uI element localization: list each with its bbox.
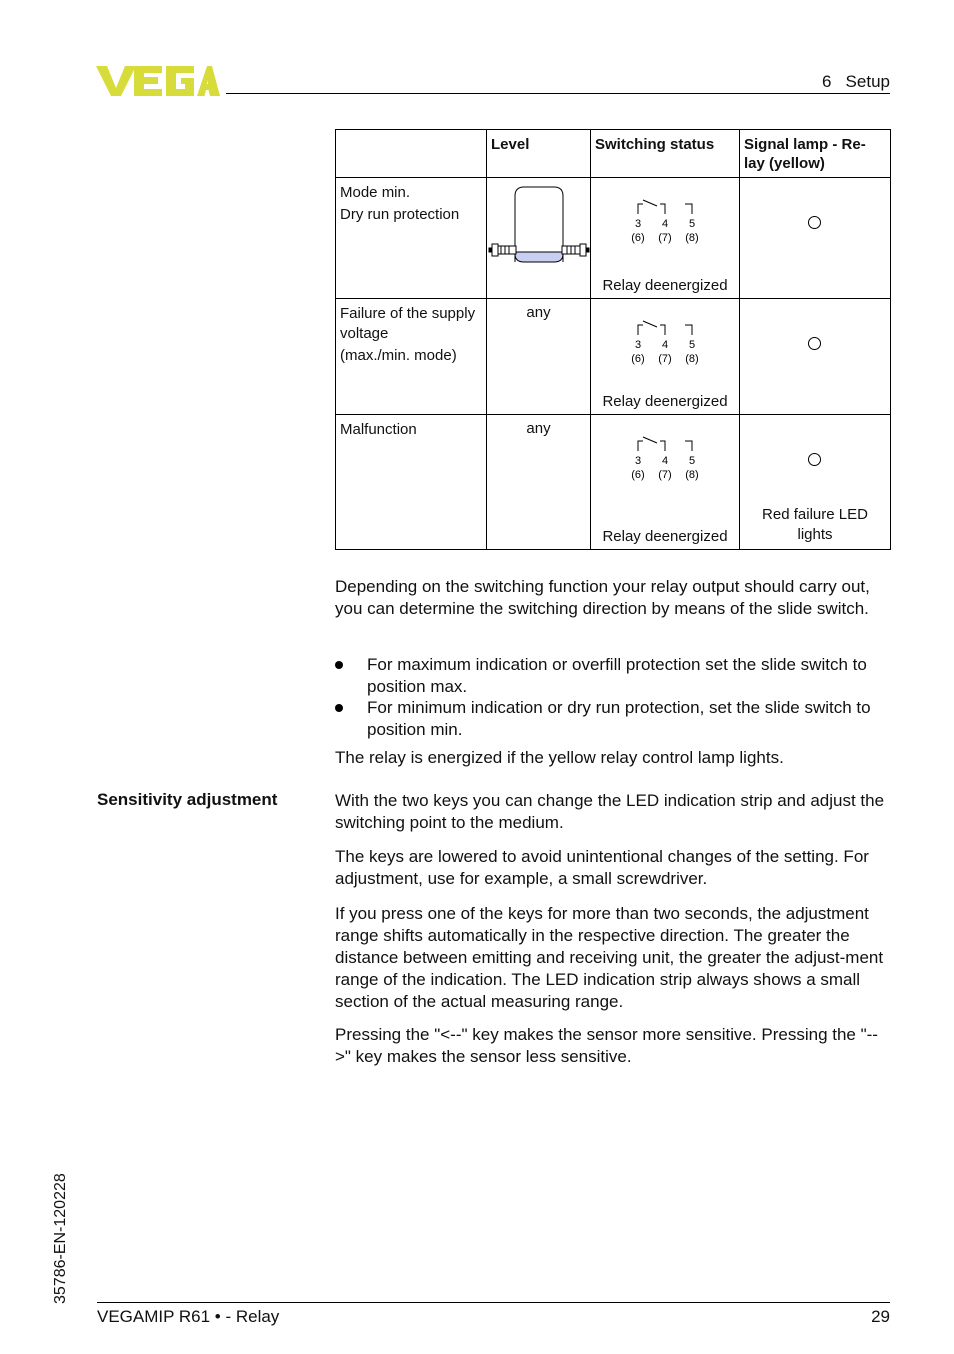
- paragraph-sensitivity: Pressing the "<--" key makes the sensor more sensitive. Pressing the "-->" key makes the sensor less sensitive.: [335, 1025, 878, 1066]
- relay-contact-icon: [627, 319, 707, 369]
- header-cell-level: Level: [487, 130, 591, 178]
- lamp-cell: [740, 415, 891, 550]
- bullet-item: For minimum indication or dry run protection, set the slide switch to position min.: [335, 697, 891, 741]
- section-heading: Sensitivity adjustment: [97, 790, 278, 809]
- bullet-item: For maximum indication or overfill protection set the slide switch to position max.: [335, 654, 891, 698]
- relay-state: Relay deenergized: [602, 528, 728, 545]
- terminal-label-alt: (8): [685, 353, 699, 365]
- terminal-label: 5: [688, 218, 696, 230]
- footer-rule: [97, 1302, 890, 1303]
- terminal-label-alt: (8): [685, 232, 699, 244]
- lamp-off-icon: [808, 337, 821, 350]
- switching-cell: [591, 178, 740, 299]
- paragraph-adjustment-range: If you press one of the keys for more than two seconds, the adjustment range shifts automatically in the respective direction. The greater the distance between emitting and receiving unit, the greater the adjust-ment range of the indication. The LED indication strip always shows a small section of the actual measuring range.: [335, 904, 884, 1011]
- table-row: [336, 415, 891, 550]
- bullet-dot-icon: [335, 661, 343, 669]
- lamp-off-icon: [808, 216, 821, 229]
- terminal-label-alt: (6): [631, 353, 645, 365]
- terminal-label-alt: (6): [631, 232, 645, 244]
- terminal-label: 3: [634, 339, 642, 351]
- paragraph-energized: The relay is energized if the yellow relay control lamp lights.: [335, 748, 784, 767]
- document-number: 35786-EN-120228: [52, 1173, 69, 1304]
- level-cell: any: [487, 299, 591, 415]
- terminal-label: 4: [661, 339, 669, 351]
- table-row: [336, 178, 891, 299]
- relay-contact-icon: [627, 198, 707, 248]
- header-cell-lamp: Signal lamp - Re- lay (yellow): [740, 130, 891, 178]
- relay-state: Relay deenergized: [602, 393, 728, 410]
- relay-contact-icon: [627, 435, 707, 485]
- paragraph-keys: With the two keys you can change the LED indication strip and adjust the switching point to the medium.: [335, 791, 885, 832]
- condition-cell: Mode min. Dry run protection: [336, 178, 487, 299]
- lamp-off-icon: [808, 453, 821, 466]
- condition-cell: Failure of the supply voltage (max./min. mode): [336, 299, 487, 415]
- footer-title: VEGAMIP R61 • - Relay: [97, 1307, 280, 1326]
- level-cell: [487, 178, 591, 299]
- terminal-label-alt: (7): [658, 232, 672, 244]
- header-cell-switching: Switching status: [591, 130, 740, 178]
- header-cell-empty: [336, 130, 487, 178]
- terminal-label-alt: (7): [658, 353, 672, 365]
- relay-status-table: [335, 129, 891, 550]
- level-cell: any: [487, 415, 591, 550]
- terminal-label-alt: (7): [658, 469, 672, 481]
- terminal-label-alt: (8): [685, 469, 699, 481]
- lamp-caption: Red failure LED lights: [762, 506, 868, 543]
- tank-dry-icon: [487, 178, 591, 294]
- bullet-dot-icon: [335, 704, 343, 712]
- header-rule: [226, 93, 890, 94]
- paragraph-switching-direction: Depending on the switching function your relay output should carry out, you can determine the switching direction by means of the slide switch.: [335, 577, 870, 618]
- switching-cell: [591, 299, 740, 415]
- table-header-row: [336, 130, 891, 178]
- paragraph-lowered-keys: The keys are lowered to avoid unintentional changes of the setting. For adjustment, use for example, a small screwdriver.: [335, 847, 869, 888]
- terminal-label: 5: [688, 339, 696, 351]
- page-number: 29: [871, 1307, 890, 1326]
- lamp-cell: [740, 178, 891, 299]
- lamp-cell: [740, 299, 891, 415]
- terminal-label: 4: [661, 455, 669, 467]
- table-row: [336, 299, 891, 415]
- terminal-label: 4: [661, 218, 669, 230]
- terminal-label: 3: [634, 218, 642, 230]
- terminal-label: 5: [688, 455, 696, 467]
- condition-cell: Malfunction: [336, 415, 487, 550]
- terminal-label: 3: [634, 455, 642, 467]
- vega-logo: [96, 64, 220, 98]
- relay-state: Relay deenergized: [602, 277, 728, 294]
- switching-cell: [591, 415, 740, 550]
- terminal-label-alt: (6): [631, 469, 645, 481]
- header-section: 6 Setup: [821, 72, 890, 91]
